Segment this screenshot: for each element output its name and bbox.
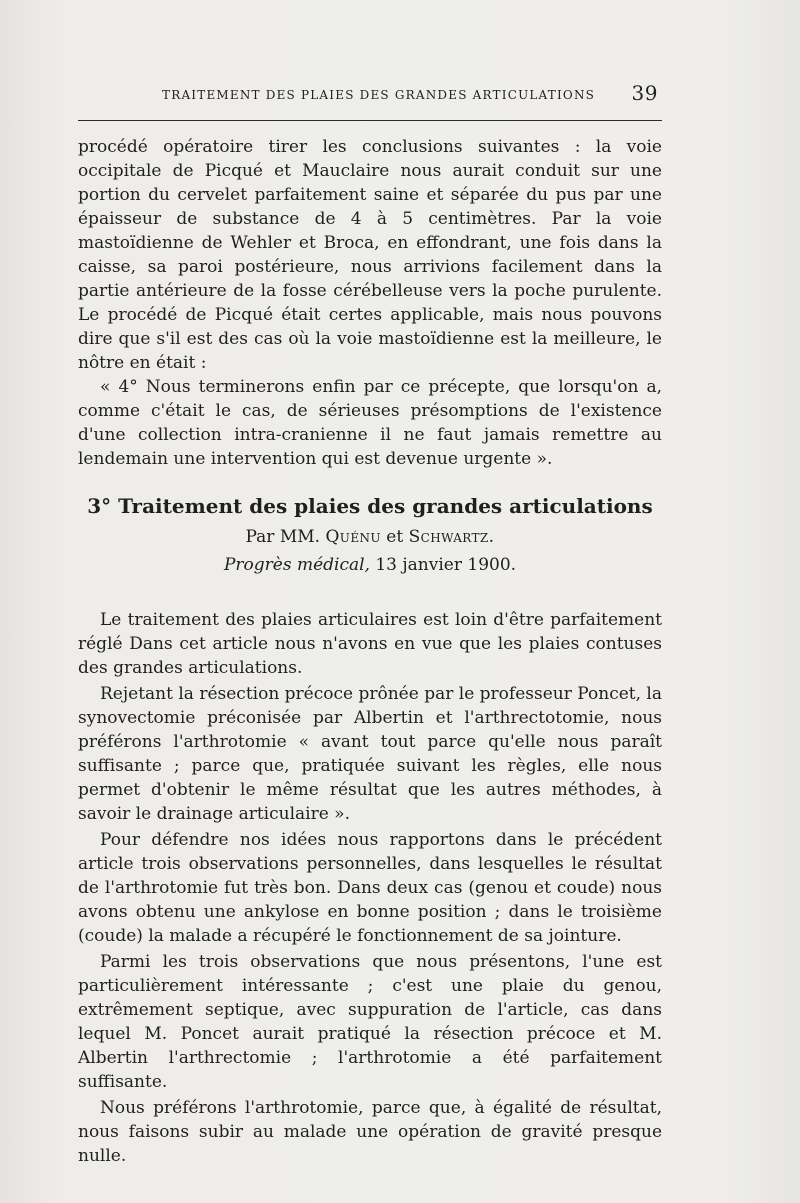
running-title: TRAITEMENT DES PLAIES DES GRANDES ARTICULATIONS xyxy=(162,88,596,102)
authors-and: et xyxy=(380,527,409,547)
authors-prefix: Par MM. xyxy=(245,527,326,547)
section-paragraph: Rejetant la résection précoce prônée par le professeur Poncet, la synovectomie préconisée par Albertin et l'arthrectotomie, nous préférons l'arthrotomie « avant tout parce qu'elle nous paraît suffisante ; parce que, pratiquée suivant les règles, elle nous permet d'obtenir le même résultat que les autres méthodes, à savoir le drainage articulaire ». xyxy=(78,684,662,824)
continuation-paragraph-1: procédé opératoire tirer les conclusions suivantes : la voie occipitale de Picqué et Mauclaire nous aurait conduit sur une portion du cervelet parfaitement saine et séparée du pus par une épaisseur de substance de 4 à 5 centimètres. Par la voie mastoïdienne de Wehler et Broca, en effondrant, une fois dans la caisse, sa paroi postérieure, nous arrivions facilement dans la partie antérieure de la fosse cérébelleuse vers la poche purulente. Le procédé de Picqué était certes applicable, mais nous pouvons dire que s'il est des cas où la voie mastoïdienne est la meilleure, le nôtre en était : xyxy=(78,137,662,373)
journal-date: 13 janvier 1900. xyxy=(369,555,517,575)
section-authors xyxy=(78,527,662,547)
section-paragraph: Pour défendre nos idées nous rapportons dans le précédent article trois observations personnelles, dans lesquelles le résultat de l'arthrotomie fut très bon. Dans deux cas (genou et coude) nous avons obtenu une ankylose en bonne position ; dans le troisième (coude) la malade a récupéré le fonctionnement de sa jointure. xyxy=(78,830,662,946)
section-paragraph: Parmi les trois observations que nous présentons, l'une est particulièrement intéressante ; c'est une plaie du genou, extrêmement septique, avec suppuration de l'article, cas dans lequel M. Poncet aurait pratiqué la résection précoce et M. Albertin l'arthrectomie ; l'arthrotomie a été parfaitement suffisante. xyxy=(78,952,662,1092)
header-rule xyxy=(78,120,662,121)
section-source xyxy=(78,555,662,575)
page-header xyxy=(78,80,662,112)
section-paragraph: Nous préférons l'arthrotomie, parce que, à égalité de résultat, nous faisons subir au malade une opération de gravité presque nulle. xyxy=(78,1098,662,1166)
author-schwartz: Schwartz. xyxy=(408,527,495,547)
journal-name: Progrès médical, xyxy=(223,555,370,575)
author-quenu: Quénu xyxy=(325,527,381,547)
section-paragraph: Le traitement des plaies articulaires est loin d'être parfaitement réglé Dans cet article nous n'avons en vue que les plaies contuses des grandes articulations. xyxy=(78,610,662,678)
section-title: 3° Traitement des plaies des grandes articulations xyxy=(87,494,653,518)
continuation-text xyxy=(78,135,662,471)
continuation-paragraph-2: « 4° Nous terminerons enfin par ce précepte, que lorsqu'on a, comme c'était le cas, de sérieuses présomptions de l'existence d'une collection intra-cranienne il ne faut jamais remettre au lendemain une intervention qui est devenue urgente ». xyxy=(78,377,662,469)
page-number: 39 xyxy=(631,81,658,105)
section-body xyxy=(78,608,662,1170)
